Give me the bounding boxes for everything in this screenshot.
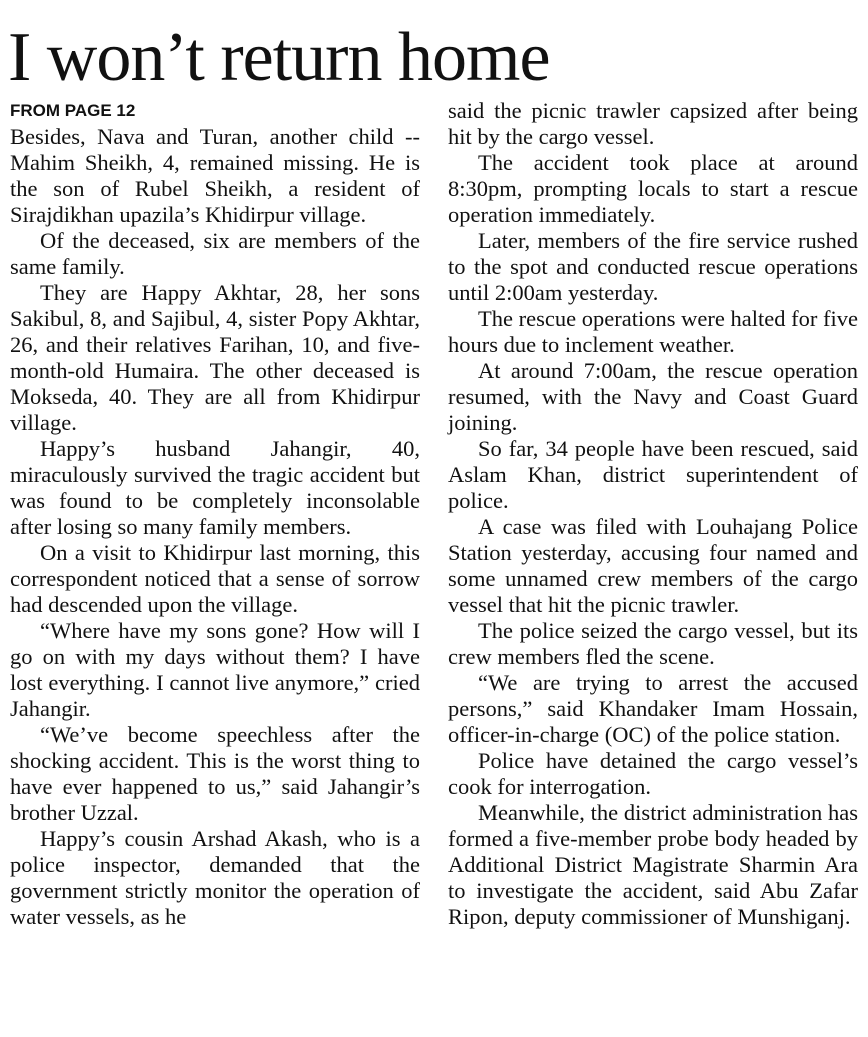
paragraph: Of the deceased, six are members of the same family. xyxy=(10,228,420,279)
paragraph: Meanwhile, the district administration has formed a five-member probe body headed by Additional District Magistrate Sharmin Ara to investigate the accident, said Abu Zafar Ripon, deputy commissioner of Munshiganj. xyxy=(448,800,858,929)
jump-label: FROM PAGE 12 xyxy=(10,101,136,120)
paragraph: Police have detained the cargo vessel’s cook for interrogation. xyxy=(448,748,858,799)
paragraph: On a visit to Khidirpur last morning, this correspondent noticed that a sense of sorrow had descended upon the village. xyxy=(10,540,420,617)
paragraph: “We’ve become speechless after the shocking accident. This is the worst thing to have ever happened to us,” said Jahangir’s brother Uzzal. xyxy=(10,722,420,825)
paragraph: “Where have my sons gone? How will I go on with my days without them? I have lost everything. I cannot live anymore,” cried Jahangir. xyxy=(10,618,420,721)
paragraph: “We are trying to arrest the accused persons,” said Khandaker Imam Hossain, officer-in-charge (OC) of the police station. xyxy=(448,670,858,747)
headline: I won’t return home xyxy=(8,19,550,96)
paragraph: Happy’s cousin Arshad Akash, who is a police inspector, demanded that the government strictly monitor the operation of water vessels, as he xyxy=(10,826,420,929)
article-column-right xyxy=(448,98,858,930)
paragraph: At around 7:00am, the rescue operation resumed, with the Navy and Coast Guard joining. xyxy=(448,358,858,435)
paragraph: said the picnic trawler capsized after being hit by the cargo vessel. xyxy=(448,98,858,149)
paragraph: The accident took place at around 8:30pm, prompting locals to start a rescue operation immediately. xyxy=(448,150,858,227)
paragraph: A case was filed with Louhajang Police Station yesterday, accusing four named and some unnamed crew members of the cargo vessel that hit the picnic trawler. xyxy=(448,514,858,617)
paragraph: They are Happy Akhtar, 28, her sons Sakibul, 8, and Sajibul, 4, sister Popy Akhtar, 26, and their relatives Farihan, 10, and five-month-old Humaira. The other deceased is Mokseda, 40. They are all from Khidirpur village. xyxy=(10,280,420,435)
paragraph: The police seized the cargo vessel, but its crew members fled the scene. xyxy=(448,618,858,669)
paragraph: The rescue operations were halted for five hours due to inclement weather. xyxy=(448,306,858,357)
article-column-left xyxy=(10,98,420,930)
paragraph: Later, members of the fire service rushed to the spot and conducted rescue operations until 2:00am yesterday. xyxy=(448,228,858,305)
paragraph: Besides, Nava and Turan, another child -- Mahim Sheikh, 4, remained missing. He is the son of Rubel Sheikh, a resident of Sirajdikhan upazila’s Khidirpur village. xyxy=(10,124,420,227)
paragraph: So far, 34 people have been rescued, said Aslam Khan, district superintendent of police. xyxy=(448,436,858,513)
paragraph: Happy’s husband Jahangir, 40, miraculously survived the tragic accident but was found to be completely inconsolable after losing so many family members. xyxy=(10,436,420,539)
